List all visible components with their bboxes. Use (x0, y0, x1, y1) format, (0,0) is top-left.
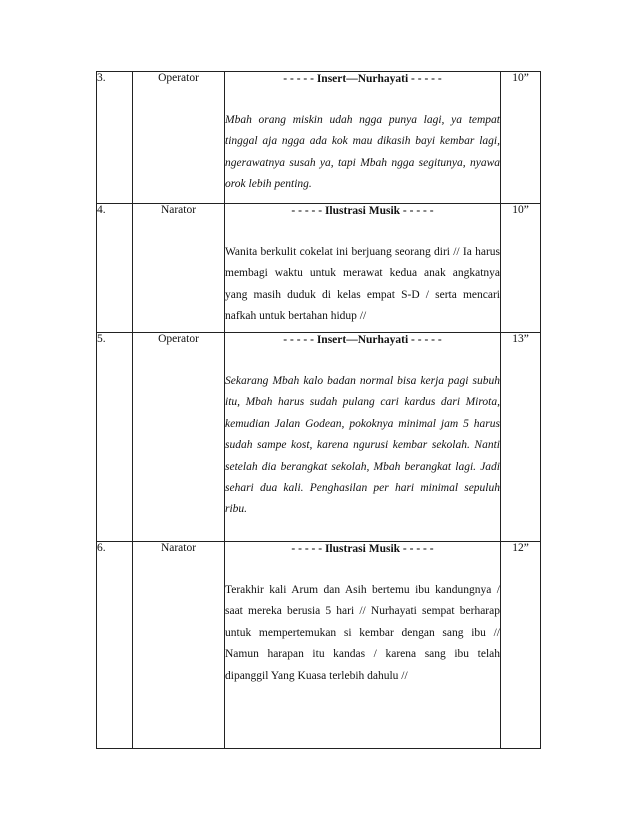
row-body: Wanita berkulit cokelat ini berjuang seorang diri // Ia harus membagi waktu untuk merawat kedua anak angkatnya yang masih duduk di kelas empat S-D / serta mencari nafkah untuk bertahan hidup // (225, 246, 500, 323)
row-duration: 13” (501, 333, 541, 542)
row-content (225, 72, 501, 204)
script-table (96, 71, 541, 749)
table-row (97, 542, 541, 749)
row-number: 4. (97, 204, 133, 333)
row-heading: - - - - - Ilustrasi Musik - - - - - (291, 543, 434, 555)
row-number: 3. (97, 72, 133, 204)
row-body: Sekarang Mbah kalo badan normal bisa kerja pagi subuh itu, Mbah harus sudah pulang cari kardus dari Mirota, kemudian Jalan Godean, pokoknya minimal jam 5 harus sudah sampe kost, karena ngurusi kembar sekolah. Nanti setelah dia berangkat sekolah, Mbah berangkat lagi. Jadi sehari dua kali. Penghasilan per hari minimal sepuluh ribu. (225, 375, 500, 516)
row-number: 6. (97, 542, 133, 749)
row-content (225, 542, 501, 749)
row-duration: 10” (501, 72, 541, 204)
row-duration: 10” (501, 204, 541, 333)
row-role: Operator (133, 333, 225, 542)
row-duration: 12” (501, 542, 541, 749)
row-heading: - - - - - Insert—Nurhayati - - - - - (283, 334, 442, 346)
row-role: Operator (133, 72, 225, 204)
row-content (225, 204, 501, 333)
table-row (97, 204, 541, 333)
row-number: 5. (97, 333, 133, 542)
row-role: Narator (133, 542, 225, 749)
table-row (97, 333, 541, 542)
row-heading: - - - - - Insert—Nurhayati - - - - - (283, 73, 442, 85)
row-body: Terakhir kali Arum dan Asih bertemu ibu kandungnya / saat mereka berusia 5 hari // Nurhayati sempat berharap untuk mempertemukan si kembar dengan sang ibu // Namun harapan itu kandas / karena sang ibu telah dipanggil Yang Kuasa terlebih dahulu // (225, 584, 500, 682)
row-role: Narator (133, 204, 225, 333)
row-body: Mbah orang miskin udah ngga punya lagi, ya tempat tinggal aja ngga ada kok mau dikasih bayi kembar lagi, ngerawatnya susah ya, tapi Mbah ngga segitunya, nyawa orok lebih penting. (225, 114, 500, 191)
row-content (225, 333, 501, 542)
row-heading: - - - - - Ilustrasi Musik - - - - - (291, 205, 434, 217)
table-row (97, 72, 541, 204)
